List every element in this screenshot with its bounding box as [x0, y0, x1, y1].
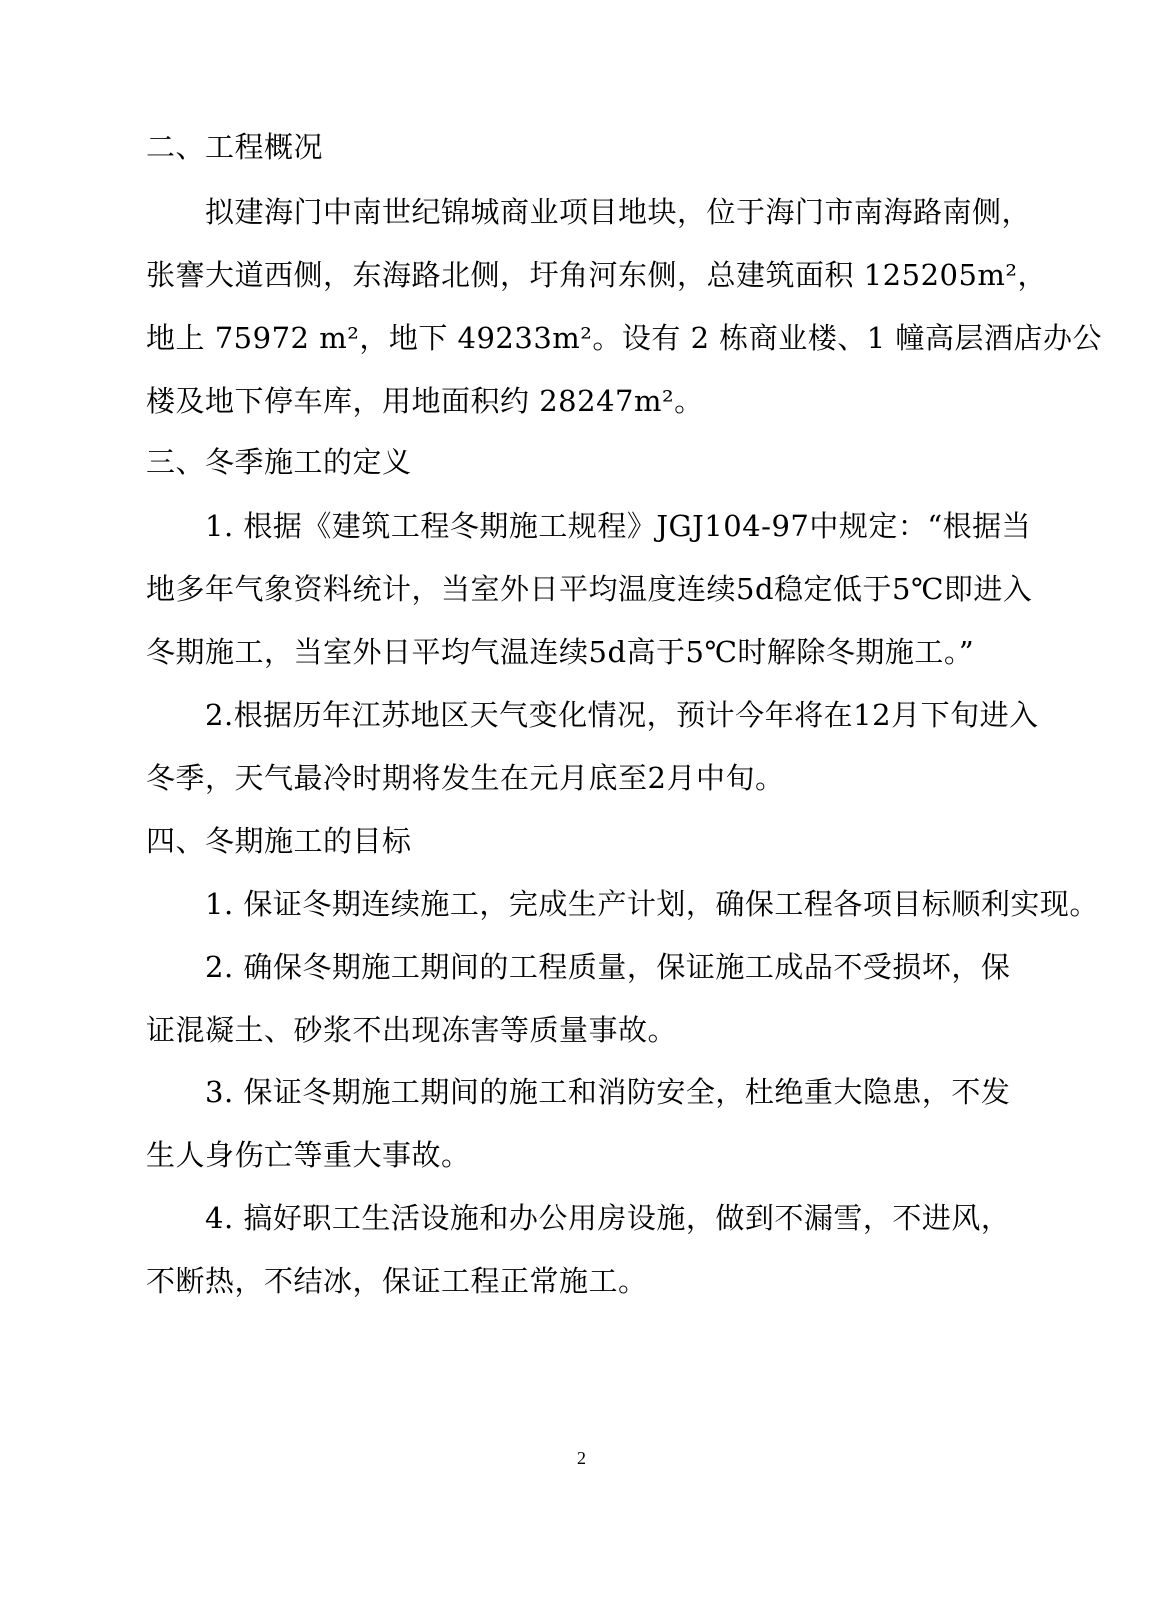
paragraph-line: 冬期施工，当室外日平均气温连续5d高于5℃时解除冬期施工。” [146, 635, 975, 669]
paragraph-line: 张謇大道西侧，东海路北侧，圩角河东侧，总建筑面积 125205m²， [146, 258, 1048, 292]
paragraph-line: 2.根据历年江苏地区天气变化情况，预计今年将在12月下旬进入 [205, 698, 1039, 732]
paragraph-line: 拟建海门中南世纪锦城商业项目地块，位于海门市南海路南侧， [205, 195, 1032, 229]
section-heading-winter-construction-definition: 三、冬季施工的定义 [146, 445, 412, 479]
page-number: 2 [577, 1448, 586, 1468]
list-item-line: 证混凝土、砂浆不出现冻害等质量事故。 [146, 1013, 678, 1047]
paragraph-line: 楼及地下停车库，用地面积约 28247m²。 [146, 384, 704, 418]
paragraph-line: 地上 75972 m²，地下 49233m²。设有 2 栋商业楼、1 幢高层酒店办公 [146, 321, 1102, 355]
list-item-line: 4. 搞好职工生活设施和办公用房设施，做到不漏雪，不进风， [205, 1201, 1011, 1235]
list-item-line: 3. 保证冬期施工期间的施工和消防安全，杜绝重大隐患，不发 [205, 1075, 1011, 1109]
list-item-line: 2. 确保冬期施工期间的工程质量，保证施工成品不受损坏，保 [205, 950, 1011, 984]
list-item-line: 1. 保证冬期连续施工，完成生产计划，确保工程各项目标顺利实现。 [205, 887, 1099, 921]
list-item-line: 生人身伤亡等重大事故。 [146, 1138, 471, 1172]
paragraph-line: 地多年气象资料统计，当室外日平均温度连续5d稳定低于5℃即进入 [146, 572, 1033, 606]
section-heading-project-overview: 二、工程概况 [146, 130, 324, 164]
section-heading-winter-construction-goals: 四、冬期施工的目标 [146, 824, 412, 858]
paragraph-line: 1. 根据《建筑工程冬期施工规程》JGJ104-97中规定：“根据当 [205, 509, 1032, 543]
paragraph-line: 冬季，天气最冷时期将发生在元月底至2月中旬。 [146, 761, 785, 795]
list-item-line: 不断热，不结冰，保证工程正常施工。 [146, 1264, 648, 1298]
